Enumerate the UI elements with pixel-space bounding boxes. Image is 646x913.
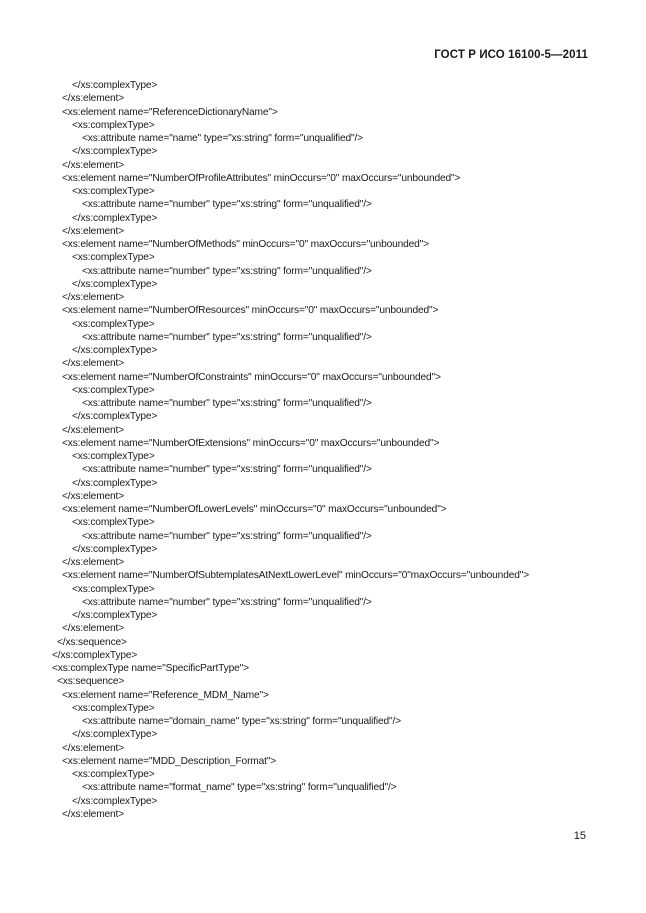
code-line: </xs:element> xyxy=(62,742,125,754)
code-line: <xs:complexType> xyxy=(72,318,155,330)
code-line: <xs:element name="ReferenceDictionaryName"> xyxy=(62,106,278,118)
code-line: <xs:attribute name="number" type="xs:string" form="unqualified"/> xyxy=(82,464,372,476)
code-line: </xs:complexType> xyxy=(72,543,158,555)
code-line: </xs:element> xyxy=(62,424,125,436)
code-line: </xs:complexType> xyxy=(72,278,158,290)
code-line: </xs:element> xyxy=(62,808,125,820)
code-line: <xs:attribute name="domain_name" type="xs:string" form="unqualified"/> xyxy=(82,716,401,727)
code-line: <xs:element name="NumberOfConstraints" minOccurs="0" maxOccurs="unbounded"> xyxy=(62,371,441,383)
code-line: <xs:attribute name="number" type="xs:string" form="unqualified"/> xyxy=(82,331,372,343)
code-line: </xs:element> xyxy=(62,358,125,370)
code-line: <xs:complexType> xyxy=(72,451,155,462)
code-line: <xs:complexType> xyxy=(72,119,155,131)
code-line: </xs:element> xyxy=(62,623,125,635)
code-line: <xs:complexType> xyxy=(72,384,155,396)
code-line: <xs:complexType> xyxy=(72,186,155,197)
code-line: <xs:attribute name="number" type="xs:string" form="unqualified"/> xyxy=(82,596,372,608)
code-line: </xs:complexType> xyxy=(72,345,158,356)
code-line: <xs:attribute name="format_name" type="xs:string" form="unqualified"/> xyxy=(82,782,397,794)
code-line: <xs:attribute name="number" type="xs:string" form="unqualified"/> xyxy=(82,199,372,211)
code-line: <xs:complexType name="SpecificPartType"> xyxy=(52,663,249,674)
code-line: </xs:element> xyxy=(62,225,125,237)
code-line: <xs:element name="Reference_MDM_Name"> xyxy=(62,689,269,701)
code-line: <xs:element name="NumberOfMethods" minOccurs="0" maxOccurs="unbounded"> xyxy=(62,239,429,250)
code-line: <xs:element name="NumberOfResources" minOccurs="0" maxOccurs="unbounded"> xyxy=(62,305,439,317)
code-line: <xs:attribute name="number" type="xs:string" form="unqualified"/> xyxy=(82,398,372,409)
code-line: <xs:attribute name="number" type="xs:string" form="unqualified"/> xyxy=(82,530,372,542)
code-line: </xs:complexType> xyxy=(72,610,158,621)
xml-schema-listing xyxy=(52,79,612,821)
code-line: <xs:complexType> xyxy=(72,517,155,529)
code-line: </xs:element> xyxy=(62,93,125,105)
code-line: </xs:element> xyxy=(62,557,125,568)
code-line: </xs:complexType> xyxy=(72,212,158,224)
code-line: <xs:complexType> xyxy=(72,252,155,264)
code-line: </xs:element> xyxy=(62,490,125,502)
code-line: </xs:complexType> xyxy=(72,477,158,489)
code-line: </xs:complexType> xyxy=(52,649,138,661)
code-line: </xs:complexType> xyxy=(72,80,158,91)
code-line: <xs:element name="MDD_Description_Format"> xyxy=(62,755,277,767)
code-line: <xs:element name="NumberOfExtensions" minOccurs="0" maxOccurs="unbounded"> xyxy=(62,437,440,449)
code-line: </xs:complexType> xyxy=(72,411,158,423)
code-line: </xs:complexType> xyxy=(72,795,158,807)
code-line: <xs:attribute name="name" type="xs:string" form="unqualified"/> xyxy=(82,133,363,144)
code-line: </xs:element> xyxy=(62,159,125,171)
code-line: <xs:complexType> xyxy=(72,702,155,714)
code-line: </xs:sequence> xyxy=(57,636,127,648)
code-line: </xs:complexType> xyxy=(72,729,158,741)
page-number: 15 xyxy=(573,830,586,842)
code-line: </xs:element> xyxy=(62,292,125,303)
code-line: <xs:element name="NumberOfLowerLevels" minOccurs="0" maxOccurs="unbounded"> xyxy=(62,504,447,515)
code-line: </xs:complexType> xyxy=(72,146,158,158)
code-line: <xs:complexType> xyxy=(72,583,155,595)
code-line: <xs:sequence> xyxy=(57,676,125,688)
code-line: <xs:complexType> xyxy=(72,769,155,780)
code-line: <xs:element name="NumberOfSubtemplatesAtNextLowerLevel" minOccurs="0"maxOccurs="unbounded"> xyxy=(62,570,530,582)
code-line: <xs:attribute name="number" type="xs:string" form="unqualified"/> xyxy=(82,265,372,277)
standard-header: ГОСТ Р ИСО 16100-5—2011 xyxy=(434,49,588,61)
code-line: <xs:element name="NumberOfProfileAttributes" minOccurs="0" maxOccurs="unbounded"> xyxy=(62,172,461,184)
